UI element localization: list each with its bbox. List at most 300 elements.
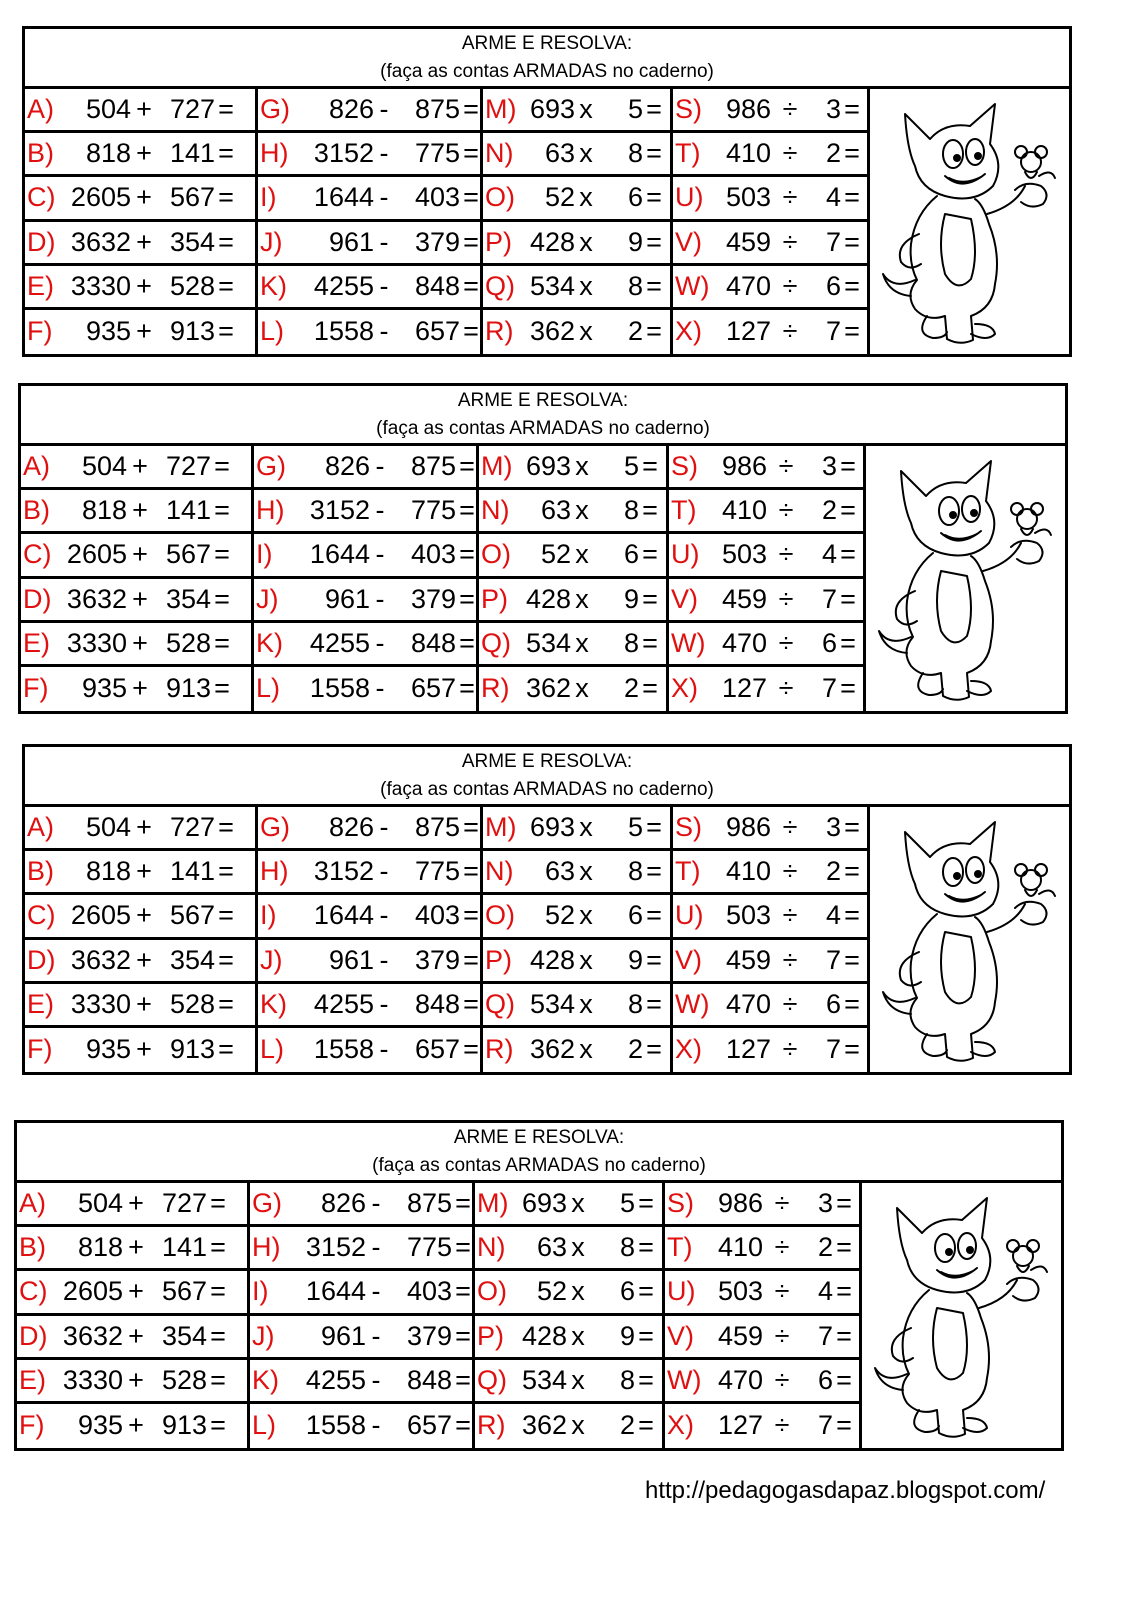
- problem-operator: ÷: [778, 673, 794, 704]
- problem-equals: =: [214, 627, 230, 658]
- problem-label: M): [477, 1188, 509, 1219]
- problem-operator: ÷: [778, 495, 794, 526]
- problem-operand-b: 8: [627, 270, 643, 301]
- problem-cell: [669, 490, 866, 534]
- problem-operator: ÷: [782, 316, 798, 347]
- problem-operand-b: 9: [627, 944, 643, 975]
- problem-operand-a: 503: [725, 182, 771, 213]
- problem-equals: =: [214, 495, 230, 526]
- problem-operand-b: 2: [623, 673, 639, 704]
- problem-operator: +: [136, 812, 152, 843]
- problem-equals: =: [646, 900, 662, 931]
- problem-operator: ÷: [774, 1232, 790, 1263]
- problem-operator: -: [375, 451, 385, 482]
- problem-cell: [483, 1028, 673, 1072]
- problem-cell: [673, 266, 870, 310]
- problem-cell: [479, 667, 669, 711]
- problem-operand-b: 528: [165, 627, 211, 658]
- problem-operand-b: 528: [169, 988, 215, 1019]
- problem-equals: =: [638, 1188, 654, 1219]
- problem-cell: [258, 940, 483, 984]
- problem-cell: [475, 1271, 665, 1315]
- worksheet-title: ARME E RESOLVA:: [461, 32, 633, 54]
- problem-operand-b: 8: [619, 1232, 635, 1263]
- problem-operator: ÷: [782, 812, 798, 843]
- problem-operand-b: 775: [414, 856, 460, 887]
- problem-operand-a: 826: [320, 1188, 366, 1219]
- problem-operand-b: 4: [817, 1276, 833, 1307]
- problem-equals: =: [463, 138, 479, 169]
- problem-operator: ÷: [778, 583, 794, 614]
- problem-cell: [17, 1316, 250, 1360]
- problem-operator: x: [571, 1320, 585, 1351]
- problem-cell: [21, 667, 254, 711]
- problem-equals: =: [218, 226, 234, 257]
- problem-operand-b: 8: [623, 495, 639, 526]
- problem-operand-a: 935: [81, 673, 127, 704]
- problem-operand-a: 362: [529, 316, 575, 347]
- problem-cell: [673, 807, 870, 851]
- problem-cell: [258, 807, 483, 851]
- problem-operator: x: [571, 1188, 585, 1219]
- problem-operand-b: 875: [406, 1188, 452, 1219]
- problem-operator: -: [375, 539, 385, 570]
- problem-operand-a: 3632: [70, 944, 131, 975]
- problem-label: X): [667, 1410, 694, 1441]
- problem-operand-b: 7: [825, 316, 841, 347]
- problem-label: C): [23, 539, 52, 570]
- problem-operand-b: 913: [165, 673, 211, 704]
- problem-label: V): [667, 1320, 694, 1351]
- problem-cell: [25, 266, 258, 310]
- problem-operand-a: 410: [725, 138, 771, 169]
- problem-operator: ÷: [778, 539, 794, 570]
- problem-operator: ÷: [782, 988, 798, 1019]
- problem-operand-b: 2: [825, 856, 841, 887]
- problem-operator: x: [575, 495, 589, 526]
- problem-operator: +: [136, 856, 152, 887]
- problem-operator: -: [379, 316, 389, 347]
- problem-operand-a: 935: [77, 1410, 123, 1441]
- problem-equals: =: [642, 495, 658, 526]
- problem-cell: [17, 1227, 250, 1271]
- problem-label: V): [675, 226, 702, 257]
- problem-equals: =: [459, 627, 475, 658]
- problem-label: D): [27, 944, 56, 975]
- problem-cell: [475, 1183, 665, 1227]
- problem-operand-a: 410: [717, 1232, 763, 1263]
- problem-equals: =: [646, 270, 662, 301]
- problem-operand-a: 1558: [313, 316, 374, 347]
- problem-operand-b: 379: [414, 944, 460, 975]
- problem-operand-a: 1644: [305, 1276, 366, 1307]
- problem-operator: +: [136, 182, 152, 213]
- problem-operator: +: [128, 1320, 144, 1351]
- problem-equals: =: [463, 900, 479, 931]
- cartoon-image: [866, 446, 1065, 711]
- problem-label: Q): [485, 988, 515, 1019]
- worksheet-title: ARME E RESOLVA:: [453, 1126, 625, 1148]
- footer-url[interactable]: http://pedagogasdapaz.blogspot.com/: [645, 1477, 1046, 1504]
- problem-cell: [479, 623, 669, 667]
- problem-operator: x: [579, 226, 593, 257]
- problem-operand-a: 2605: [70, 182, 131, 213]
- problem-operand-a: 3152: [305, 1232, 366, 1263]
- problem-equals: =: [836, 1320, 852, 1351]
- problem-cell: [250, 1404, 475, 1448]
- problem-equals: =: [455, 1232, 471, 1263]
- problem-operand-a: 961: [324, 583, 370, 614]
- problem-equals: =: [844, 1034, 860, 1065]
- problem-equals: =: [844, 856, 860, 887]
- problem-equals: =: [646, 1034, 662, 1065]
- problem-cell: [25, 1028, 258, 1072]
- worksheet: [14, 1120, 1064, 1451]
- problem-label: C): [27, 182, 56, 213]
- problem-equals: =: [455, 1276, 471, 1307]
- problem-cell: [669, 623, 866, 667]
- problem-operand-b: 5: [619, 1188, 635, 1219]
- problem-label: W): [675, 988, 710, 1019]
- problem-cell: [21, 623, 254, 667]
- problem-label: R): [485, 1034, 514, 1065]
- problem-equals: =: [638, 1364, 654, 1395]
- problem-equals: =: [844, 316, 860, 347]
- problem-label: D): [23, 583, 52, 614]
- problem-equals: =: [646, 138, 662, 169]
- problem-operand-a: 3152: [309, 495, 370, 526]
- problem-operand-b: 875: [414, 812, 460, 843]
- problem-label: U): [671, 539, 700, 570]
- problem-equals: =: [642, 627, 658, 658]
- problem-operand-b: 2: [825, 138, 841, 169]
- problem-equals: =: [646, 182, 662, 213]
- cartoon-image: [862, 1183, 1061, 1448]
- problem-equals: =: [844, 270, 860, 301]
- problem-label: B): [27, 856, 54, 887]
- problem-operator: x: [579, 182, 593, 213]
- problem-label: L): [260, 316, 285, 347]
- problem-label: H): [260, 856, 289, 887]
- problem-cell: [21, 534, 254, 578]
- problem-operand-a: 2605: [66, 539, 127, 570]
- problem-cell: [475, 1316, 665, 1360]
- problem-cell: [483, 310, 673, 354]
- problem-operand-a: 818: [85, 856, 131, 887]
- problem-cell: [25, 310, 258, 354]
- problem-equals: =: [218, 182, 234, 213]
- problem-operand-a: 503: [725, 900, 771, 931]
- problem-operand-b: 6: [619, 1276, 635, 1307]
- problem-cell: [665, 1316, 862, 1360]
- problem-cell: [250, 1227, 475, 1271]
- problem-cell: [483, 895, 673, 939]
- problem-equals: =: [840, 539, 856, 570]
- problem-equals: =: [463, 226, 479, 257]
- problem-label: T): [675, 856, 701, 887]
- problem-cell: [21, 446, 254, 490]
- cartoon-image: [870, 89, 1069, 354]
- problem-operand-a: 961: [320, 1320, 366, 1351]
- problem-operator: +: [136, 270, 152, 301]
- problem-label: P): [481, 583, 508, 614]
- problem-label: V): [671, 583, 698, 614]
- problem-operator: +: [136, 94, 152, 125]
- problem-operator: ÷: [774, 1276, 790, 1307]
- worksheet-title: ARME E RESOLVA:: [457, 389, 629, 411]
- problem-equals: =: [844, 94, 860, 125]
- problem-operand-b: 657: [414, 316, 460, 347]
- problem-cell: [25, 222, 258, 266]
- worksheet-header: [25, 29, 1069, 89]
- problem-equals: =: [646, 944, 662, 975]
- worksheet-title: ARME E RESOLVA:: [461, 750, 633, 772]
- problem-operator: -: [379, 988, 389, 1019]
- problem-equals: =: [642, 451, 658, 482]
- problem-operand-a: 3632: [62, 1320, 123, 1351]
- problem-equals: =: [214, 451, 230, 482]
- problem-cell: [673, 984, 870, 1028]
- problem-operand-a: 3330: [70, 988, 131, 1019]
- problem-cell: [673, 89, 870, 133]
- problem-equals: =: [210, 1364, 226, 1395]
- problem-label: P): [485, 944, 512, 975]
- problem-operand-b: 657: [410, 673, 456, 704]
- problem-cell: [483, 984, 673, 1028]
- problem-equals: =: [642, 583, 658, 614]
- problem-operand-b: 2: [627, 316, 643, 347]
- problem-equals: =: [642, 673, 658, 704]
- problem-label: K): [260, 270, 287, 301]
- problem-cell: [665, 1183, 862, 1227]
- problem-operand-a: 961: [328, 226, 374, 257]
- problem-operand-a: 986: [725, 94, 771, 125]
- problem-cell: [254, 534, 479, 578]
- problem-label: V): [675, 944, 702, 975]
- problem-cell: [254, 667, 479, 711]
- problem-label: G): [260, 94, 290, 125]
- problem-label: L): [260, 1034, 285, 1065]
- problem-operand-a: 504: [81, 451, 127, 482]
- problem-operand-a: 470: [725, 988, 771, 1019]
- problem-operand-a: 4255: [313, 988, 374, 1019]
- problem-cell: [254, 623, 479, 667]
- problem-cell: [258, 89, 483, 133]
- problem-equals: =: [459, 673, 475, 704]
- problem-cell: [254, 490, 479, 534]
- problem-operand-a: 127: [717, 1410, 763, 1441]
- problem-cell: [479, 579, 669, 623]
- problem-equals: =: [646, 812, 662, 843]
- problem-label: K): [256, 627, 283, 658]
- problem-operand-b: 8: [627, 988, 643, 1019]
- problem-operand-b: 7: [825, 944, 841, 975]
- problem-operand-a: 3330: [70, 270, 131, 301]
- problem-operand-a: 1558: [305, 1410, 366, 1441]
- problem-label: Q): [481, 627, 511, 658]
- problem-operator: +: [128, 1410, 144, 1441]
- problem-equals: =: [459, 539, 475, 570]
- problem-operand-a: 428: [521, 1320, 567, 1351]
- problem-operand-b: 379: [414, 226, 460, 257]
- problem-cell: [250, 1271, 475, 1315]
- problem-cell: [25, 984, 258, 1028]
- problem-operand-b: 6: [623, 539, 639, 570]
- problem-operand-a: 1644: [313, 900, 374, 931]
- problem-operand-b: 2: [627, 1034, 643, 1065]
- problem-cell: [258, 1028, 483, 1072]
- problem-operand-b: 8: [619, 1364, 635, 1395]
- problem-label: C): [27, 900, 56, 931]
- problem-operator: x: [575, 583, 589, 614]
- problem-label: S): [667, 1188, 694, 1219]
- problem-cell: [258, 310, 483, 354]
- problem-operator: -: [379, 944, 389, 975]
- problem-operand-b: 141: [169, 138, 215, 169]
- problem-cell: [673, 310, 870, 354]
- problem-equals: =: [844, 944, 860, 975]
- problem-operator: +: [136, 226, 152, 257]
- problem-operand-a: 826: [328, 812, 374, 843]
- problem-equals: =: [646, 856, 662, 887]
- problem-equals: =: [210, 1276, 226, 1307]
- problem-label: I): [252, 1276, 269, 1307]
- problem-operator: -: [379, 182, 389, 213]
- problem-label: A): [27, 94, 54, 125]
- problem-cell: [673, 222, 870, 266]
- problem-cell: [258, 266, 483, 310]
- problem-equals: =: [844, 988, 860, 1019]
- problem-equals: =: [210, 1188, 226, 1219]
- problem-cell: [25, 851, 258, 895]
- problem-label: E): [27, 988, 54, 1019]
- problem-operand-b: 567: [165, 539, 211, 570]
- problem-operand-a: 986: [717, 1188, 763, 1219]
- problem-operand-b: 3: [817, 1188, 833, 1219]
- problem-operand-a: 693: [525, 451, 571, 482]
- problem-operand-a: 362: [521, 1410, 567, 1441]
- problem-label: G): [256, 451, 286, 482]
- problem-equals: =: [463, 1034, 479, 1065]
- problem-operator: -: [375, 673, 385, 704]
- problem-cell: [479, 534, 669, 578]
- problem-operand-a: 961: [328, 944, 374, 975]
- problem-operator: -: [371, 1276, 381, 1307]
- problem-operand-a: 2605: [62, 1276, 123, 1307]
- problem-label: P): [477, 1320, 504, 1351]
- problem-equals: =: [218, 94, 234, 125]
- problem-label: H): [256, 495, 285, 526]
- problem-equals: =: [214, 673, 230, 704]
- problem-operator: +: [136, 138, 152, 169]
- problem-operand-a: 459: [725, 944, 771, 975]
- worksheet: [18, 383, 1068, 714]
- cartoon-cat-holding-mouse-icon: [875, 94, 1065, 349]
- problem-operator: -: [375, 495, 385, 526]
- problem-operator: ÷: [774, 1410, 790, 1441]
- problem-cell: [483, 133, 673, 177]
- worksheet-subtitle: (faça as contas ARMADAS no caderno): [372, 1154, 706, 1176]
- problem-operand-b: 7: [817, 1410, 833, 1441]
- problems-grid: [21, 446, 866, 711]
- problem-cell: [17, 1271, 250, 1315]
- problem-operand-a: 3632: [66, 583, 127, 614]
- problem-label: O): [485, 182, 515, 213]
- problem-operator: ÷: [778, 451, 794, 482]
- problem-operator: +: [132, 673, 148, 704]
- problem-equals: =: [844, 138, 860, 169]
- problem-label: G): [252, 1188, 282, 1219]
- problem-operand-a: 52: [536, 1276, 567, 1307]
- problem-operand-b: 8: [623, 627, 639, 658]
- problem-cell: [254, 579, 479, 623]
- problem-operator: x: [579, 1034, 593, 1065]
- cartoon-cat-holding-mouse-icon: [871, 451, 1061, 706]
- problem-cell: [673, 851, 870, 895]
- problem-operand-a: 428: [529, 944, 575, 975]
- problem-label: E): [19, 1364, 46, 1395]
- problem-operator: ÷: [774, 1188, 790, 1219]
- worksheet-subtitle: (faça as contas ARMADAS no caderno): [376, 417, 710, 439]
- problem-operand-a: 693: [521, 1188, 567, 1219]
- problem-label: D): [27, 226, 56, 257]
- problem-label: X): [671, 673, 698, 704]
- problem-label: E): [27, 270, 54, 301]
- problem-operand-b: 727: [165, 451, 211, 482]
- problem-equals: =: [463, 944, 479, 975]
- problem-operand-b: 403: [414, 900, 460, 931]
- problem-operator: -: [379, 900, 389, 931]
- problem-operand-b: 848: [414, 270, 460, 301]
- problem-operand-a: 534: [525, 627, 571, 658]
- problem-operand-b: 9: [619, 1320, 635, 1351]
- problem-operand-a: 63: [544, 856, 575, 887]
- cartoon-cat-holding-mouse-icon: [867, 1188, 1057, 1443]
- problem-operand-b: 9: [627, 226, 643, 257]
- problem-label: F): [19, 1410, 45, 1441]
- problem-operand-a: 52: [540, 539, 571, 570]
- problem-operand-b: 6: [825, 270, 841, 301]
- problem-operator: x: [571, 1364, 585, 1395]
- problem-cell: [669, 446, 866, 490]
- problem-operand-b: 403: [414, 182, 460, 213]
- problem-cell: [475, 1227, 665, 1271]
- problem-operand-b: 5: [627, 94, 643, 125]
- problem-equals: =: [836, 1364, 852, 1395]
- problem-cell: [673, 940, 870, 984]
- problem-operator: x: [579, 944, 593, 975]
- problem-operand-b: 875: [410, 451, 456, 482]
- problem-operator: -: [379, 1034, 389, 1065]
- problem-label: S): [671, 451, 698, 482]
- problem-cell: [479, 446, 669, 490]
- problem-operand-b: 528: [169, 270, 215, 301]
- problem-equals: =: [844, 182, 860, 213]
- problem-operand-b: 403: [406, 1276, 452, 1307]
- problem-equals: =: [463, 316, 479, 347]
- problem-operator: +: [136, 1034, 152, 1065]
- problem-label: T): [675, 138, 701, 169]
- problem-operand-b: 848: [410, 627, 456, 658]
- problem-equals: =: [210, 1410, 226, 1441]
- problem-operator: x: [579, 856, 593, 887]
- problem-operator: x: [575, 451, 589, 482]
- problem-operand-b: 4: [825, 182, 841, 213]
- problem-operand-b: 567: [169, 182, 215, 213]
- problem-operand-a: 127: [725, 316, 771, 347]
- problem-equals: =: [836, 1410, 852, 1441]
- problem-operand-b: 775: [406, 1232, 452, 1263]
